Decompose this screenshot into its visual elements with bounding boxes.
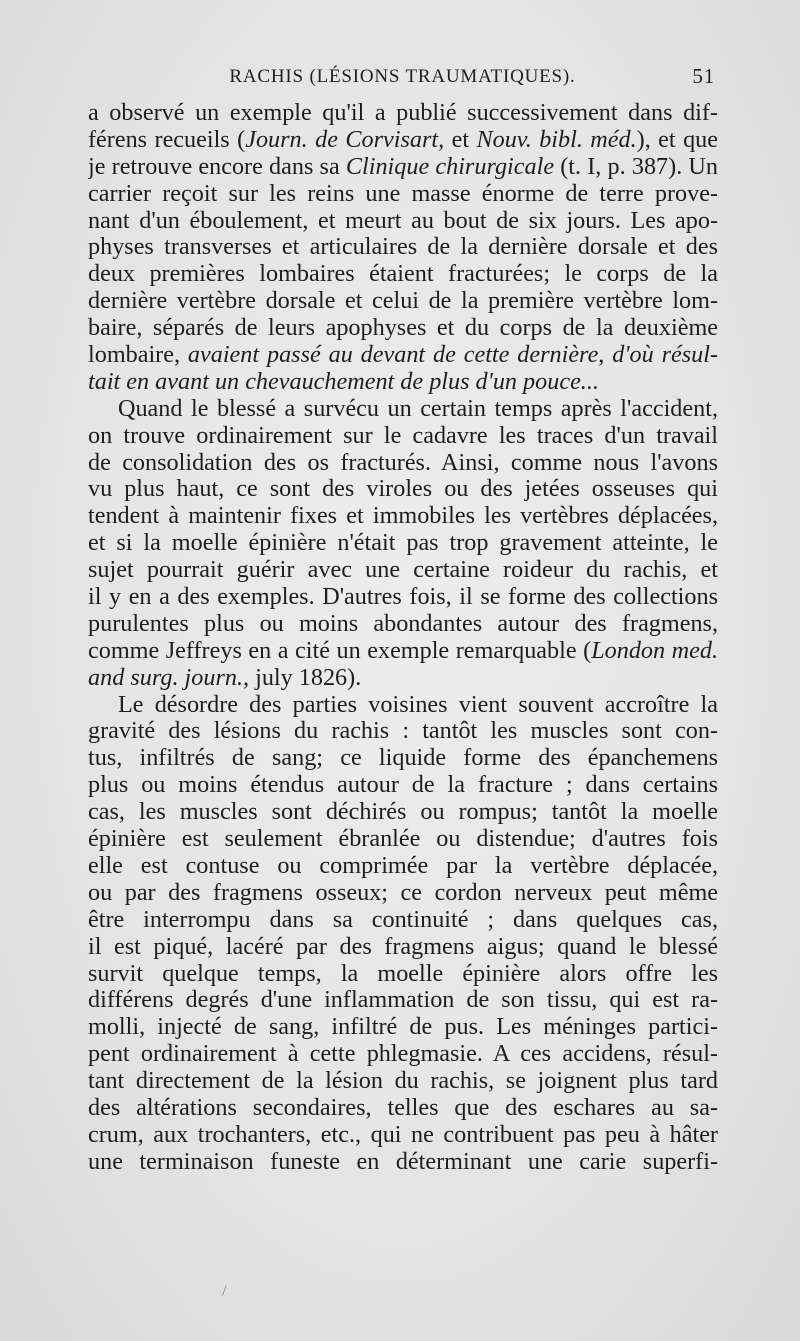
- text-run: (t. I, p. 387). Un: [554, 153, 718, 180]
- text-run: carrier reçoit sur les reins une masse énorme de terre prove-: [88, 180, 718, 207]
- text-run: dernière vertèbre dorsale et celui de la première vertèbre lom-: [88, 288, 718, 315]
- text-line: [88, 907, 718, 934]
- text-run: et: [444, 126, 477, 153]
- text-line: [88, 450, 718, 477]
- text-line: [88, 638, 718, 665]
- text-line: [88, 665, 718, 692]
- text-line: [88, 745, 718, 772]
- text-run: de consolidation des os fracturés. Ainsi, comme nous l'avons: [88, 449, 718, 476]
- body-text: [88, 100, 718, 1176]
- text-run: nant d'un éboulement, et meurt au bout de six jours. Les apo-: [88, 207, 718, 234]
- text-run: sujet pourrait guérir avec une certaine roideur du rachis, et: [88, 557, 718, 584]
- text-run: baire, séparés de leurs apophyses et du corps de la deuxième: [88, 315, 718, 342]
- text-line: [88, 369, 718, 396]
- italic-text-run: tait en avant un chevauchement de plus d'un pouce...: [88, 368, 599, 395]
- text-run: ou par des fragmens osseux; ce cordon nerveux peut même: [88, 879, 718, 906]
- text-line: [88, 423, 718, 450]
- text-line: [88, 584, 718, 611]
- text-line: [88, 1014, 718, 1041]
- running-header: [90, 66, 715, 92]
- text-run: purulentes plus ou moins abondantes autour des fragmens,: [88, 610, 718, 637]
- text-line: [88, 208, 718, 235]
- text-line: [88, 396, 718, 423]
- text-line: [88, 1068, 718, 1095]
- text-run: on trouve ordinairement sur le cadavre les traces d'un travail: [88, 422, 718, 449]
- text-line: [88, 853, 718, 880]
- text-line: [88, 934, 718, 961]
- text-line: [88, 772, 718, 799]
- text-run: vu plus haut, ce sont des viroles ou des jetées osseuses qui: [88, 476, 718, 503]
- text-run: comme Jeffreys en a cité un exemple remarquable (: [88, 637, 592, 664]
- text-run: tant directement de la lésion du rachis, se joignent plus tard: [88, 1068, 718, 1095]
- text-line: [88, 100, 718, 127]
- text-run: tus, infiltrés de sang; ce liquide forme des épanchemens: [88, 745, 718, 772]
- text-line: [88, 611, 718, 638]
- text-line: [88, 557, 718, 584]
- text-run: survit quelque temps, la moelle épinière alors offre les: [88, 960, 718, 987]
- text-line: [88, 987, 718, 1014]
- text-run: physes transverses et articulaires de la dernière dorsale et des: [88, 234, 718, 261]
- text-line: [88, 234, 718, 261]
- text-line: [88, 826, 718, 853]
- text-line: [88, 342, 718, 369]
- text-run: july 1826).: [249, 664, 362, 691]
- text-line: [88, 961, 718, 988]
- text-run: épinière est seulement ébranlée ou distendue; d'autres fois: [88, 826, 718, 853]
- text-line: [88, 315, 718, 342]
- text-line: [88, 1041, 718, 1068]
- text-run: une terminaison funeste en déterminant une carie superfi-: [88, 1148, 718, 1175]
- text-line: [88, 1095, 718, 1122]
- italic-text-run: Clinique chirurgicale: [345, 153, 555, 180]
- text-run: et si la moelle épinière n'était pas trop gravement atteinte, le: [88, 530, 718, 557]
- italic-text-run: Journ. de Corvisart,: [245, 126, 445, 153]
- text-line: [88, 154, 718, 181]
- text-run: différens degrés d'une inflammation de son tissu, qui est ra-: [88, 987, 718, 1014]
- text-run: il y en a des exemples. D'autres fois, il se forme des collections: [88, 584, 718, 611]
- italic-text-run: avaient passé au devant de cette dernière, d'où résul-: [187, 342, 718, 369]
- text-run: tendent à maintenir fixes et immobiles les vertèbres déplacées,: [88, 503, 718, 530]
- text-run: être interrompu dans sa continuité ; dans quelques cas,: [88, 906, 718, 933]
- text-run: Le désordre des parties voisines vient souvent accroître la: [118, 691, 718, 718]
- text-run: férens recueils (: [88, 126, 246, 153]
- text-run: pent ordinairement à cette phlegmasie. A ces accidens, résul-: [88, 1041, 718, 1068]
- text-line: [88, 181, 718, 208]
- text-line: [88, 288, 718, 315]
- text-run: il est piqué, lacéré par des fragmens aigus; quand le blessé: [88, 933, 718, 960]
- text-line: [88, 799, 718, 826]
- text-line: [88, 503, 718, 530]
- text-line: [88, 530, 718, 557]
- text-run: lombaire,: [88, 342, 188, 369]
- text-line: [88, 880, 718, 907]
- stray-mark: /: [222, 1283, 227, 1300]
- text-line: [88, 718, 718, 745]
- text-run: des altérations secondaires, telles que des eschares au sa-: [88, 1094, 718, 1121]
- text-run: ), et que: [636, 126, 718, 153]
- text-run: crum, aux trochanters, etc., qui ne contribuent pas peu à hâter: [88, 1121, 718, 1148]
- text-run: Quand le blessé a survécu un certain temps après l'accident,: [118, 395, 718, 422]
- text-run: cas, les muscles sont déchirés ou rompus; tantôt la moelle: [88, 799, 718, 826]
- text-run: je retrouve encore dans sa: [88, 153, 346, 180]
- running-title: RACHIS (LÉSIONS TRAUMATIQUES).: [229, 66, 576, 87]
- text-run: a observé un exemple qu'il a publié successivement dans dif-: [88, 100, 718, 126]
- text-run: deux premières lombaires étaient fracturées; le corps de la: [88, 261, 718, 288]
- text-line: [88, 1149, 718, 1176]
- text-line: [88, 261, 718, 288]
- italic-text-run: and surg. journ.,: [88, 664, 250, 691]
- page-number: 51: [692, 64, 715, 88]
- text-run: elle est contuse ou comprimée par la vertèbre déplacée,: [88, 852, 718, 879]
- italic-text-run: London med.: [591, 637, 718, 664]
- text-line: [88, 476, 718, 503]
- text-run: plus ou moins étendus autour de la fracture ; dans certains: [88, 772, 718, 799]
- text-run: molli, injecté de sang, infiltré de pus. Les méninges partici-: [88, 1014, 718, 1041]
- text-line: [88, 692, 718, 719]
- italic-text-run: Nouv. bibl. méd.: [476, 126, 637, 153]
- text-line: [88, 127, 718, 154]
- text-run: gravité des lésions du rachis : tantôt les muscles sont con-: [88, 718, 718, 745]
- text-line: [88, 1122, 718, 1149]
